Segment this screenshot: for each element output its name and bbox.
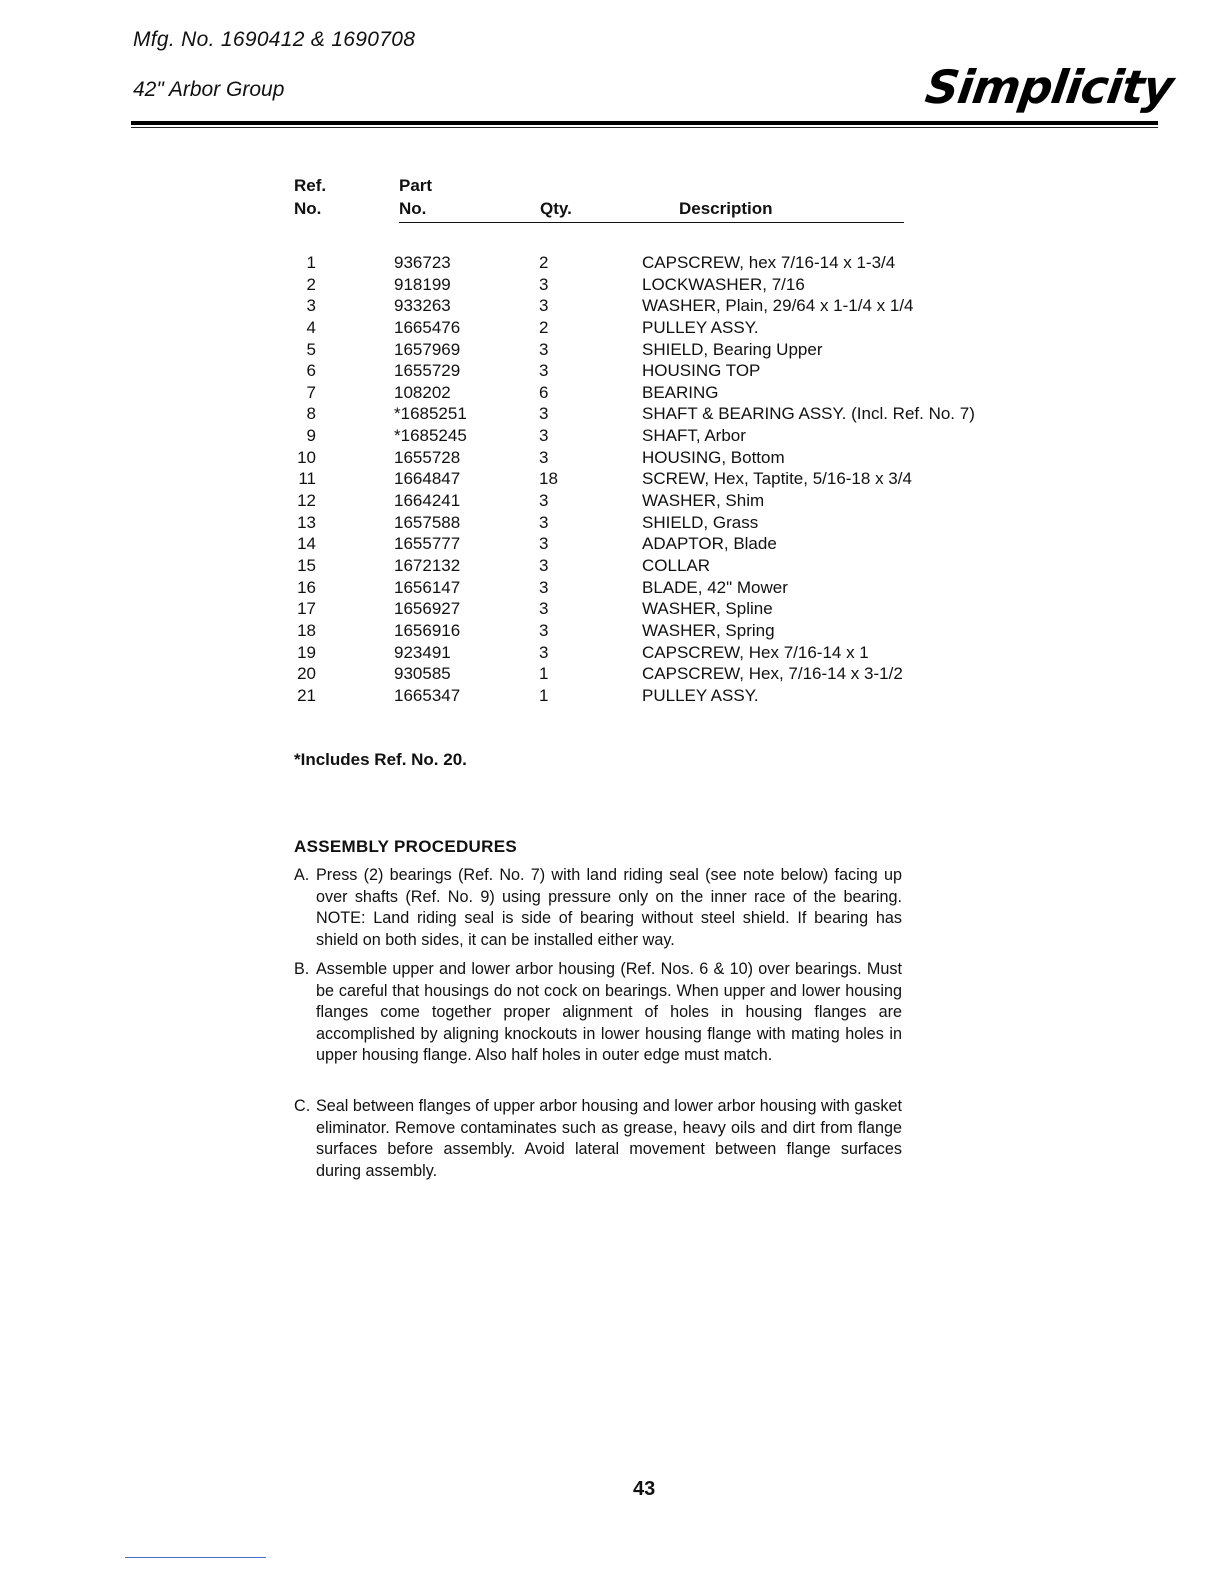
qty-cell: 3 bbox=[539, 361, 549, 381]
step-letter: B. bbox=[294, 960, 310, 978]
table-row bbox=[280, 425, 1040, 447]
col-header-description: Description bbox=[679, 199, 773, 218]
qty-cell: 3 bbox=[539, 577, 549, 597]
parts-list bbox=[280, 252, 1040, 706]
table-row bbox=[280, 274, 1040, 296]
group-title: 42" Arbor Group bbox=[133, 78, 285, 101]
qty-cell: 1 bbox=[539, 685, 549, 705]
bottom-line bbox=[125, 1557, 266, 1558]
assembly-title: ASSEMBLY PROCEDURES bbox=[294, 837, 517, 856]
description-cell: COLLAR bbox=[642, 555, 711, 575]
part-cell: 1665476 bbox=[394, 317, 461, 337]
part-cell: 1664241 bbox=[394, 491, 461, 511]
description-cell: SHIELD, Bearing Upper bbox=[642, 339, 823, 359]
description-cell: WASHER, Spline bbox=[642, 599, 773, 619]
qty-cell: 18 bbox=[539, 469, 558, 489]
ref-cell: 15 bbox=[297, 555, 316, 575]
ref-cell: 5 bbox=[306, 339, 316, 359]
table-row bbox=[280, 252, 1040, 274]
ref-cell: 19 bbox=[297, 642, 316, 662]
col-header-part-no: No. bbox=[399, 199, 427, 218]
description-cell: SCREW, Hex, Taptite, 5/16-18 x 3/4 bbox=[642, 469, 912, 489]
part-cell: 1657588 bbox=[394, 512, 461, 532]
table-row bbox=[280, 663, 1040, 685]
assembly-step bbox=[294, 1096, 902, 1182]
ref-cell: 6 bbox=[306, 361, 316, 381]
ref-cell: 18 bbox=[297, 620, 316, 640]
part-cell: 1656147 bbox=[394, 577, 461, 597]
footnote: *Includes Ref. No. 20. bbox=[294, 750, 467, 769]
qty-cell: 3 bbox=[539, 447, 549, 467]
step-letter: A. bbox=[294, 866, 310, 884]
qty-cell: 3 bbox=[539, 491, 549, 511]
description-cell: WASHER, Plain, 29/64 x 1-1/4 x 1/4 bbox=[642, 296, 914, 316]
qty-cell: 6 bbox=[539, 382, 549, 402]
ref-cell: 13 bbox=[297, 512, 316, 532]
mfg-number: Mfg. No. 1690412 & 1690708 bbox=[133, 28, 416, 51]
col-header-ref-no: No. bbox=[294, 199, 322, 218]
ref-cell: 8 bbox=[306, 404, 316, 424]
part-cell: 933263 bbox=[394, 296, 451, 316]
ref-cell: 14 bbox=[297, 534, 316, 554]
step-text: Press (2) bearings (Ref. No. 7) with land riding seal (see note below) facing up over shafts (Ref. No. 9) using pressure only on the inner race of the bearing. NOTE: Land riding seal is side of bearing without steel shield. If bearing has shield on both sides, it can be installed either way. bbox=[316, 866, 902, 949]
part-cell: 923491 bbox=[394, 642, 451, 662]
qty-cell: 2 bbox=[539, 317, 549, 337]
col-header-ref: Ref. bbox=[294, 176, 327, 195]
description-cell: BLADE, 42" Mower bbox=[642, 577, 788, 597]
part-cell: *1685245 bbox=[394, 426, 467, 446]
table-row bbox=[280, 533, 1040, 555]
table-row bbox=[280, 360, 1040, 382]
table-row bbox=[280, 620, 1040, 642]
ref-cell: 2 bbox=[306, 274, 316, 294]
description-cell: WASHER, Spring bbox=[642, 620, 775, 640]
part-cell: 1656916 bbox=[394, 620, 461, 640]
ref-cell: 12 bbox=[297, 491, 316, 511]
header-rule bbox=[131, 121, 1158, 125]
part-cell: 1657969 bbox=[394, 339, 461, 359]
ref-cell: 21 bbox=[297, 685, 316, 705]
qty-cell: 3 bbox=[539, 404, 549, 424]
part-cell: 936723 bbox=[394, 253, 451, 272]
table-row bbox=[280, 685, 1040, 707]
ref-cell: 3 bbox=[306, 296, 316, 316]
col-header-qty: Qty. bbox=[540, 199, 572, 218]
ref-cell: 20 bbox=[297, 664, 316, 684]
description-cell: PULLEY ASSY. bbox=[642, 685, 759, 705]
part-cell: 1655728 bbox=[394, 447, 461, 467]
description-cell: HOUSING TOP bbox=[642, 361, 761, 381]
description-cell: SHIELD, Grass bbox=[642, 512, 759, 532]
part-cell: 1672132 bbox=[394, 555, 461, 575]
table-row bbox=[280, 382, 1040, 404]
col-header-part: Part bbox=[399, 176, 433, 195]
description-cell: CAPSCREW, Hex 7/16-14 x 1 bbox=[642, 642, 869, 662]
ref-cell: 16 bbox=[297, 577, 316, 597]
simplicity-logo: Simplicity bbox=[922, 60, 1177, 114]
ref-cell: 9 bbox=[306, 426, 316, 446]
table-row bbox=[280, 512, 1040, 534]
qty-cell: 3 bbox=[539, 296, 549, 316]
step-letter: C. bbox=[294, 1097, 311, 1115]
description-cell: PULLEY ASSY. bbox=[642, 317, 759, 337]
table-row bbox=[280, 598, 1040, 620]
step-text: Assemble upper and lower arbor housing (Ref. Nos. 6 & 10) over bearings. Must be careful that housings do not cock on bearings. When upper and lower housing flanges come together proper alignment of holes in housing flanges are accomplished by aligning knockouts in lower housing flange with mating holes in upper housing flange. Also half holes in outer edge must match. bbox=[316, 960, 902, 1065]
qty-cell: 1 bbox=[539, 664, 549, 684]
qty-cell: 3 bbox=[539, 599, 549, 619]
step-text: Seal between flanges of upper arbor housing and lower arbor housing with gasket eliminator. Remove contaminates such as grease, heavy oils and dirt from flange surfaces before assembly. Avoid lateral movement between flange surfaces during assembly. bbox=[316, 1097, 902, 1180]
part-cell: *1685251 bbox=[394, 404, 467, 424]
table-row bbox=[280, 642, 1040, 664]
header-rule-thin bbox=[131, 127, 1158, 128]
qty-cell: 3 bbox=[539, 620, 549, 640]
description-cell: CAPSCREW, Hex, 7/16-14 x 3-1/2 bbox=[642, 664, 903, 684]
part-cell: 1664847 bbox=[394, 469, 461, 489]
ref-cell: 11 bbox=[298, 469, 316, 489]
table-row bbox=[280, 490, 1040, 512]
description-cell: CAPSCREW, hex 7/16-14 x 1-3/4 bbox=[642, 253, 896, 272]
description-cell: SHAFT & BEARING ASSY. (Incl. Ref. No. 7) bbox=[642, 404, 975, 424]
qty-cell: 3 bbox=[539, 534, 549, 554]
table-row bbox=[280, 295, 1040, 317]
header-underline bbox=[399, 222, 904, 223]
description-cell: BEARING bbox=[642, 382, 719, 402]
qty-cell: 3 bbox=[539, 642, 549, 662]
qty-cell: 3 bbox=[539, 512, 549, 532]
part-cell: 1655777 bbox=[394, 534, 461, 554]
qty-cell: 3 bbox=[539, 339, 549, 359]
qty-cell: 2 bbox=[539, 253, 549, 272]
ref-cell: 4 bbox=[306, 317, 316, 337]
page-number: 43 bbox=[633, 1478, 656, 1500]
ref-cell: 7 bbox=[306, 382, 316, 402]
assembly-step bbox=[294, 959, 902, 1067]
part-cell: 918199 bbox=[394, 274, 451, 294]
description-cell: LOCKWASHER, 7/16 bbox=[642, 274, 805, 294]
table-row bbox=[280, 403, 1040, 425]
qty-cell: 3 bbox=[539, 274, 549, 294]
description-cell: ADAPTOR, Blade bbox=[642, 534, 777, 554]
description-cell: SHAFT, Arbor bbox=[642, 426, 746, 446]
qty-cell: 3 bbox=[539, 426, 549, 446]
table-row bbox=[280, 468, 1040, 490]
ref-cell: 1 bbox=[306, 253, 316, 272]
ref-cell: 10 bbox=[297, 447, 316, 467]
table-row bbox=[280, 577, 1040, 599]
ref-cell: 17 bbox=[297, 599, 316, 619]
description-cell: WASHER, Shim bbox=[642, 491, 765, 511]
part-cell: 108202 bbox=[394, 382, 451, 402]
table-row bbox=[280, 339, 1040, 361]
part-cell: 930585 bbox=[394, 664, 451, 684]
qty-cell: 3 bbox=[539, 555, 549, 575]
assembly-step bbox=[294, 865, 902, 951]
part-cell: 1656927 bbox=[394, 599, 461, 619]
table-row bbox=[280, 555, 1040, 577]
table-row bbox=[280, 447, 1040, 469]
part-cell: 1655729 bbox=[394, 361, 461, 381]
part-cell: 1665347 bbox=[394, 685, 461, 705]
description-cell: HOUSING, Bottom bbox=[642, 447, 785, 467]
table-row bbox=[280, 317, 1040, 339]
